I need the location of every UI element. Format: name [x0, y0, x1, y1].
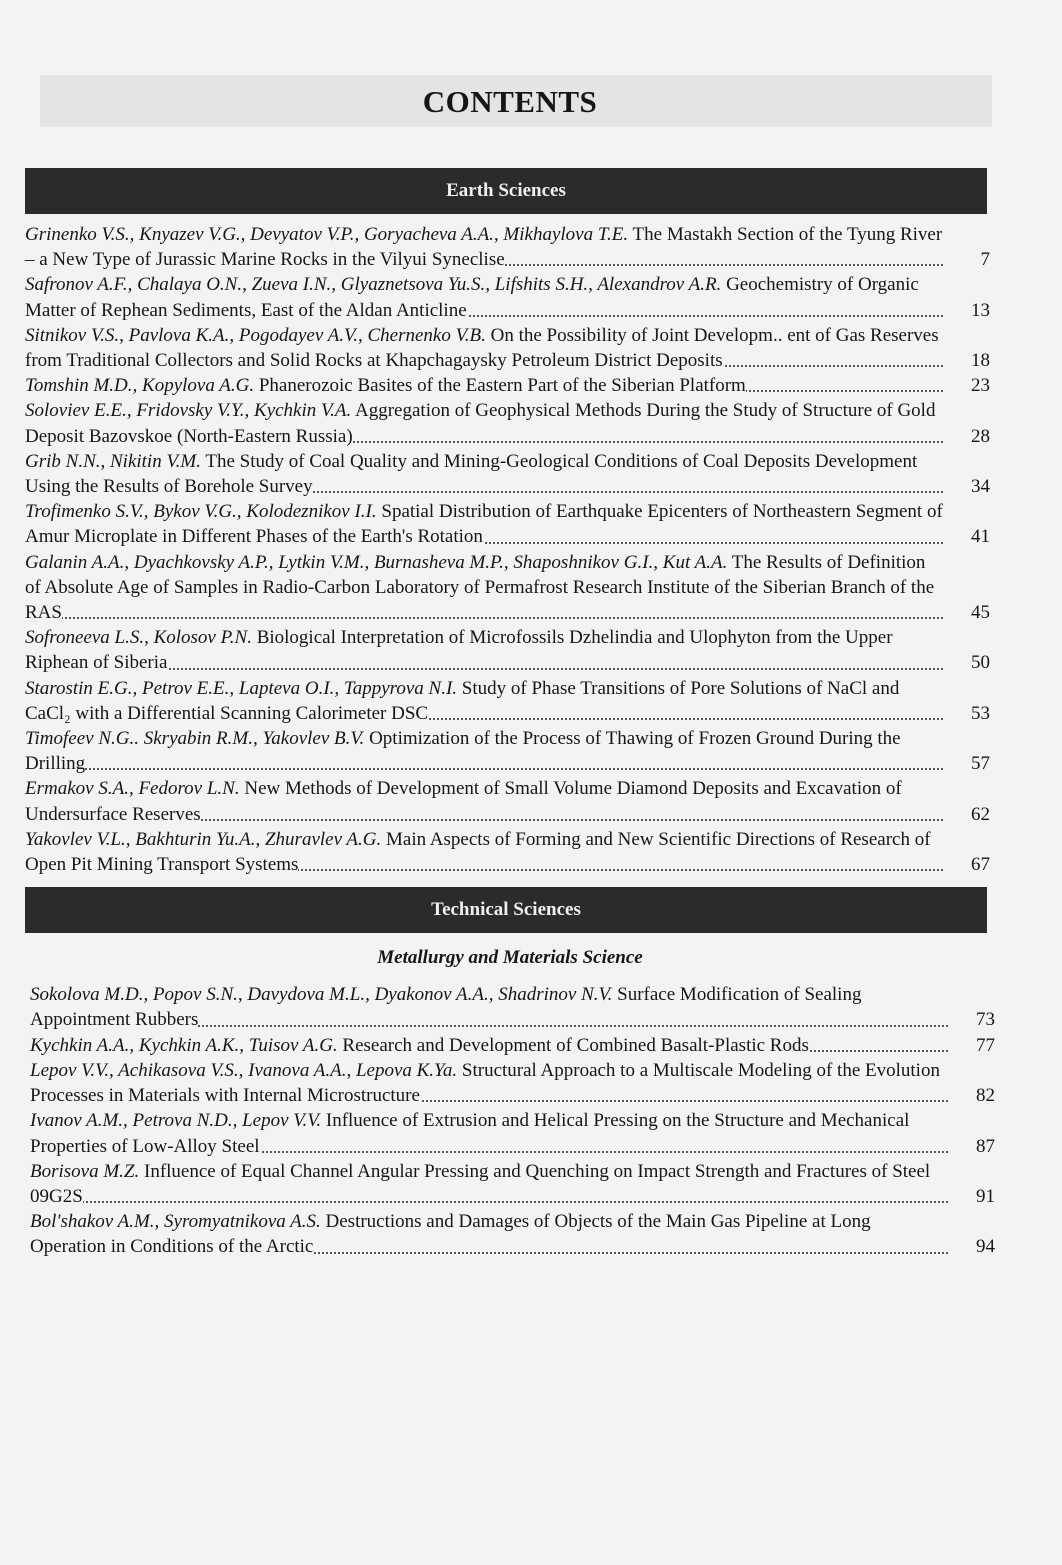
entry-page-number: 82: [976, 1085, 995, 1107]
entry-title: New Methods of Development of Small Volume Diamond Deposits and Excavation of Undersurface Reserves: [25, 778, 902, 825]
entry-title: Research and Development of Combined Basalt-Plastic Rods: [337, 1034, 809, 1056]
entry-authors: Kychkin A.A., Kychkin A.K., Tuisov A.G.: [30, 1034, 338, 1056]
section-header-technical-sciences: Technical Sciences: [25, 887, 987, 933]
entry-text: [30, 1108, 948, 1158]
entry-text: [30, 1058, 948, 1108]
entry-page-number: 94: [976, 1236, 995, 1258]
subsection-heading: Metallurgy and Materials Science: [377, 947, 643, 969]
entry-page-number: 34: [971, 476, 990, 498]
entry-title: Geochemistry of Organic Matter of Rephean Sediments, East of the Aldan Anticline: [25, 274, 919, 321]
entry-authors: Timofeev N.G.. Skryabin R.M., Yakovlev B.V.: [25, 728, 365, 750]
entry-title: Influence of Equal Channel Angular Pressing and Quenching on Impact Strength and Fractures of Steel 09G2S: [30, 1160, 931, 1207]
toc-entry[interactable]: [30, 1033, 995, 1058]
entry-page-number: 13: [971, 299, 990, 321]
entry-title: Study of Phase Transitions of Pore Solutions of NaCl and CaCl₂ with a Differential Scanning Calorimeter DSC: [25, 677, 900, 724]
toc-entry[interactable]: [30, 1209, 995, 1259]
toc-entry[interactable]: [25, 676, 990, 726]
section-header-earth-sciences: Earth Sciences: [25, 168, 987, 214]
entry-authors: Borisova M.Z.: [30, 1160, 140, 1182]
toc-entry[interactable]: [25, 827, 990, 877]
entry-authors: Lepov V.V., Achikasova V.S., Ivanova A.A., Lepova K.Ya.: [30, 1059, 458, 1081]
entry-page-number: 45: [971, 602, 990, 624]
entry-page-number: 57: [971, 753, 990, 775]
entry-authors: Sitnikov V.S., Pavlova K.A., Pogodayev A.V., Chernenko V.B.: [25, 324, 486, 346]
entry-title: The Mastakh Section of the Tyung River – a New Type of Jurassic Marine Rocks in the Vilyui Syneclise: [25, 224, 943, 271]
entry-text: [25, 550, 943, 626]
entry-page-number: 91: [976, 1185, 995, 1207]
entry-authors: Soloviev E.E., Fridovsky V.Y., Kychkin V.A.: [25, 400, 352, 422]
entry-page-number: 87: [976, 1135, 995, 1157]
entry-title: Phanerozoic Basites of the Eastern Part of the Siberian Platform: [254, 375, 746, 397]
entry-text: [25, 449, 943, 499]
entry-authors: Grinenko V.S., Knyazev V.G., Devyatov V.P., Goryacheva A.A., Mikhaylova T.E.: [25, 224, 629, 245]
entry-page-number: 73: [976, 1009, 995, 1031]
toc-entry[interactable]: [25, 398, 990, 448]
entry-authors: Grib N.N., Nikitin V.M.: [25, 450, 201, 472]
toc-entry[interactable]: [30, 1058, 995, 1108]
earth-sciences-list: [25, 222, 990, 877]
toc-entry[interactable]: [25, 449, 990, 499]
entry-title: Surface Modification of Sealing Appointment Rubbers: [30, 984, 862, 1031]
entry-title: Optimization of the Process of Thawing of Frozen Ground During the Drilling: [25, 728, 901, 775]
entry-page-number: 62: [971, 803, 990, 825]
entry-title: Aggregation of Geophysical Methods During the Study of Structure of Gold Deposit Bazovskoe (North-Eastern Russia): [25, 400, 936, 447]
entry-page-number: 77: [976, 1034, 995, 1056]
entry-title: The Results of Definition of Absolute Age of Samples in Radio-Carbon Laboratory of Permafrost Research Institute of the Siberian Branch of the RAS: [25, 551, 935, 624]
toc-entry[interactable]: [25, 373, 990, 398]
entry-page-number: 28: [971, 425, 990, 447]
entry-text: [25, 398, 943, 448]
entry-page-number: 18: [971, 350, 990, 372]
entry-text: [30, 1159, 948, 1209]
toc-entry[interactable]: [25, 222, 990, 272]
toc-entry[interactable]: [25, 625, 990, 675]
entry-authors: Bol'shakov A.M., Syromyatnikova A.S.: [30, 1211, 321, 1233]
entry-title: Structural Approach to a Multiscale Modeling of the Evolution Processes in Materials with Internal Microstructure: [30, 1059, 940, 1107]
toc-entry[interactable]: [25, 323, 990, 373]
toc-entry[interactable]: [25, 776, 990, 826]
entry-page-number: 50: [971, 652, 990, 674]
entry-title: Influence of Extrusion and Helical Pressing on the Structure and Mechanical Properties of Low-Alloy Steel: [30, 1110, 910, 1157]
entry-title: Destructions and Damages of Objects of the Main Gas Pipeline at Long Operation in Conditions of the Arctic: [30, 1211, 871, 1258]
entry-text: [25, 272, 943, 322]
entry-page-number: 41: [971, 526, 990, 548]
entry-text: [25, 676, 943, 726]
entry-authors: Sokolova M.D., Popov S.N., Davydova M.L., Dyakonov A.A., Shadrinov N.V.: [30, 984, 613, 1006]
entry-authors: Trofimenko S.V., Bykov V.G., Kolodeznikov I.I.: [25, 501, 377, 523]
entry-authors: Galanin A.A., Dyachkovsky A.P., Lytkin V.M., Burnasheva M.P., Shaposhnikov G.I., Kut A.A.: [25, 551, 728, 573]
entry-authors: Yakovlev V.L., Bakhturin Yu.A., Zhuravlev A.G.: [25, 828, 382, 850]
entry-title: On the Possibility of Joint Developm.. ent of Gas Reserves from Traditional Collectors and Solid Rocks at Khapchagaysky Petroleum District Deposits: [25, 324, 939, 372]
entry-text: [25, 776, 943, 826]
toc-entry[interactable]: [25, 550, 990, 626]
entry-text: [25, 625, 943, 675]
entry-text: [30, 1033, 948, 1058]
entry-authors: Starostin E.G., Petrov E.E., Lapteva O.I., Tappyrova N.I.: [25, 677, 458, 699]
entry-authors: Ermakov S.A., Fedorov L.N.: [25, 778, 240, 800]
entry-text: [25, 726, 943, 776]
toc-entry[interactable]: [25, 726, 990, 776]
entry-title: Main Aspects of Forming and New Scientific Directions of Research of Open Pit Mining Transport Systems: [25, 828, 931, 876]
technical-sciences-list: [30, 982, 995, 1259]
toc-entry[interactable]: [25, 272, 990, 322]
entry-text: [25, 373, 943, 398]
toc-entry[interactable]: [30, 982, 995, 1032]
entry-page-number: 53: [971, 702, 990, 724]
entry-title: Spatial Distribution of Earthquake Epicenters of Northeastern Segment of Amur Microplate in Different Phases of the Earth's Rotation: [25, 501, 943, 548]
entry-authors: Safronov A.F., Chalaya O.N., Zueva I.N., Glyaznetsova Yu.S., Lifshits S.H., Alexandrov A.R.: [25, 274, 722, 296]
toc-entry[interactable]: [25, 499, 990, 549]
entry-text: [25, 499, 943, 549]
entry-page-number: 7: [980, 249, 990, 271]
entry-authors: Tomshin M.D., Kopylova A.G.: [25, 375, 255, 397]
toc-entry[interactable]: [30, 1159, 995, 1209]
entry-text: [25, 222, 943, 272]
page-title: CONTENTS: [422, 84, 598, 119]
entry-title: The Study of Coal Quality and Mining-Geological Conditions of Coal Deposits Development Using the Results of Borehole Survey: [25, 450, 918, 498]
entry-authors: Sofroneeva L.S., Kolosov P.N.: [25, 627, 252, 649]
toc-entry[interactable]: [30, 1108, 995, 1158]
entry-authors: Ivanov A.M., Petrova N.D., Lepov V.V.: [30, 1110, 322, 1132]
entry-title: Biological Interpretation of Microfossils Dzhelindia and Ulophyton from the Upper Riphean of Siberia: [25, 627, 893, 674]
entry-text: [30, 1209, 948, 1259]
entry-page-number: 67: [971, 854, 990, 876]
entry-text: [25, 323, 943, 373]
entry-text: [30, 982, 948, 1032]
entry-text: [25, 827, 943, 877]
entry-page-number: 23: [971, 375, 990, 397]
